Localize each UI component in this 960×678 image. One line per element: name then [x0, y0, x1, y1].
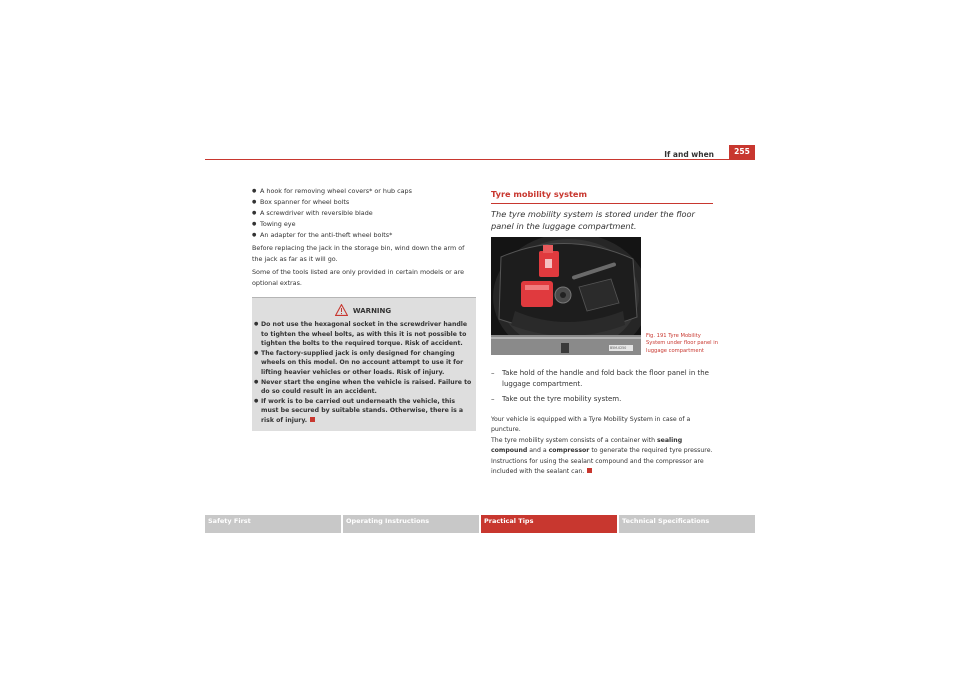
bold-term-sealing-compound: sealing compound	[491, 437, 683, 454]
right-column	[491, 189, 713, 232]
warning-title: WARNING	[352, 307, 392, 315]
figure-code: B5M-0250	[610, 346, 627, 350]
tab-safety-first[interactable]: Safety First	[205, 515, 341, 533]
page-number: 255	[729, 145, 755, 159]
warning-item: ● Do not use the hexagonal socket in the screwdriver handle to tighten the wheel bolts, as with this it is not possible to tighten the bolts to the required torque. Risk of accident.	[254, 320, 472, 349]
section-end-icon	[310, 417, 315, 422]
tms-paragraph-3	[491, 457, 713, 477]
tab-practical-tips[interactable]: Practical Tips	[481, 515, 617, 533]
bold-term-compressor: compressor	[548, 447, 590, 454]
section-title: Tyre mobility system	[491, 189, 713, 204]
jack-paragraph: Before replacing the jack in the storage bin, wind down the arm of the jack as far as it will go.	[252, 244, 465, 263]
warning-triangle-icon	[335, 304, 348, 320]
running-header-title: If and when	[664, 150, 714, 159]
text-run: and a	[527, 447, 549, 454]
step-text: Take hold of the handle and fold back the floor panel in the luggage compartment.	[502, 369, 709, 388]
tool-list-item: ● An adapter for the anti-theft wheel bolts*	[252, 230, 474, 241]
tms-description	[491, 415, 713, 478]
text-run: Instructions for using the sealant compound and the compressor are included with the sealant can.	[491, 458, 704, 475]
trunk-photo	[491, 237, 641, 355]
warning-box	[252, 297, 476, 431]
warning-item: ● The factory-supplied jack is only designed for changing wheels on this model. On no account attempt to use it for lifting heavier vehicles or other loads. Risk of injury.	[254, 349, 472, 378]
optional-tools-paragraph: Some of the tools listed are only provided in certain models or are optional extras.	[252, 268, 465, 287]
figure-caption: Fig. 191 Tyre Mobility System under floor panel in luggage compartment	[646, 333, 719, 354]
step-item	[491, 394, 713, 405]
tms-paragraph-1: Your vehicle is equipped with a Tyre Mobility System in case of a puncture.	[491, 416, 691, 433]
tab-technical-specifications[interactable]: Technical Specifications	[619, 515, 755, 533]
warning-item-text: If work is to be carried out underneath the vehicle, this must be secured by suitable stands. Otherwise, there is a risk of injury.	[261, 397, 464, 424]
left-column	[252, 186, 474, 431]
tms-paragraph-2	[491, 436, 713, 456]
instruction-steps	[491, 368, 713, 409]
warning-header	[254, 304, 472, 320]
step-item	[491, 368, 713, 390]
tool-list-item: ● Box spanner for wheel bolts	[252, 197, 474, 208]
text-run: to generate the required tyre pressure.	[589, 447, 713, 454]
warning-item	[254, 397, 472, 426]
step-dash: –	[491, 369, 495, 377]
tab-operating-instructions[interactable]: Operating Instructions	[343, 515, 479, 533]
tool-list-item: ● Towing eye	[252, 219, 474, 230]
header-rule	[205, 159, 755, 160]
warning-item: ● Never start the engine when the vehicle is raised. Failure to do so could result in an accident.	[254, 378, 472, 397]
tool-list-item: ● A screwdriver with reversible blade	[252, 208, 474, 219]
section-end-icon	[587, 468, 592, 473]
text-run: The tyre mobility system consists of a container with	[491, 437, 657, 444]
tool-list-item: ● A hook for removing wheel covers* or hub caps	[252, 186, 474, 197]
step-text: Take out the tyre mobility system.	[502, 395, 622, 403]
section-intro: The tyre mobility system is stored under the floor panel in the luggage compartment.	[491, 209, 695, 231]
footer-nav	[205, 515, 755, 533]
step-dash: –	[491, 395, 495, 403]
